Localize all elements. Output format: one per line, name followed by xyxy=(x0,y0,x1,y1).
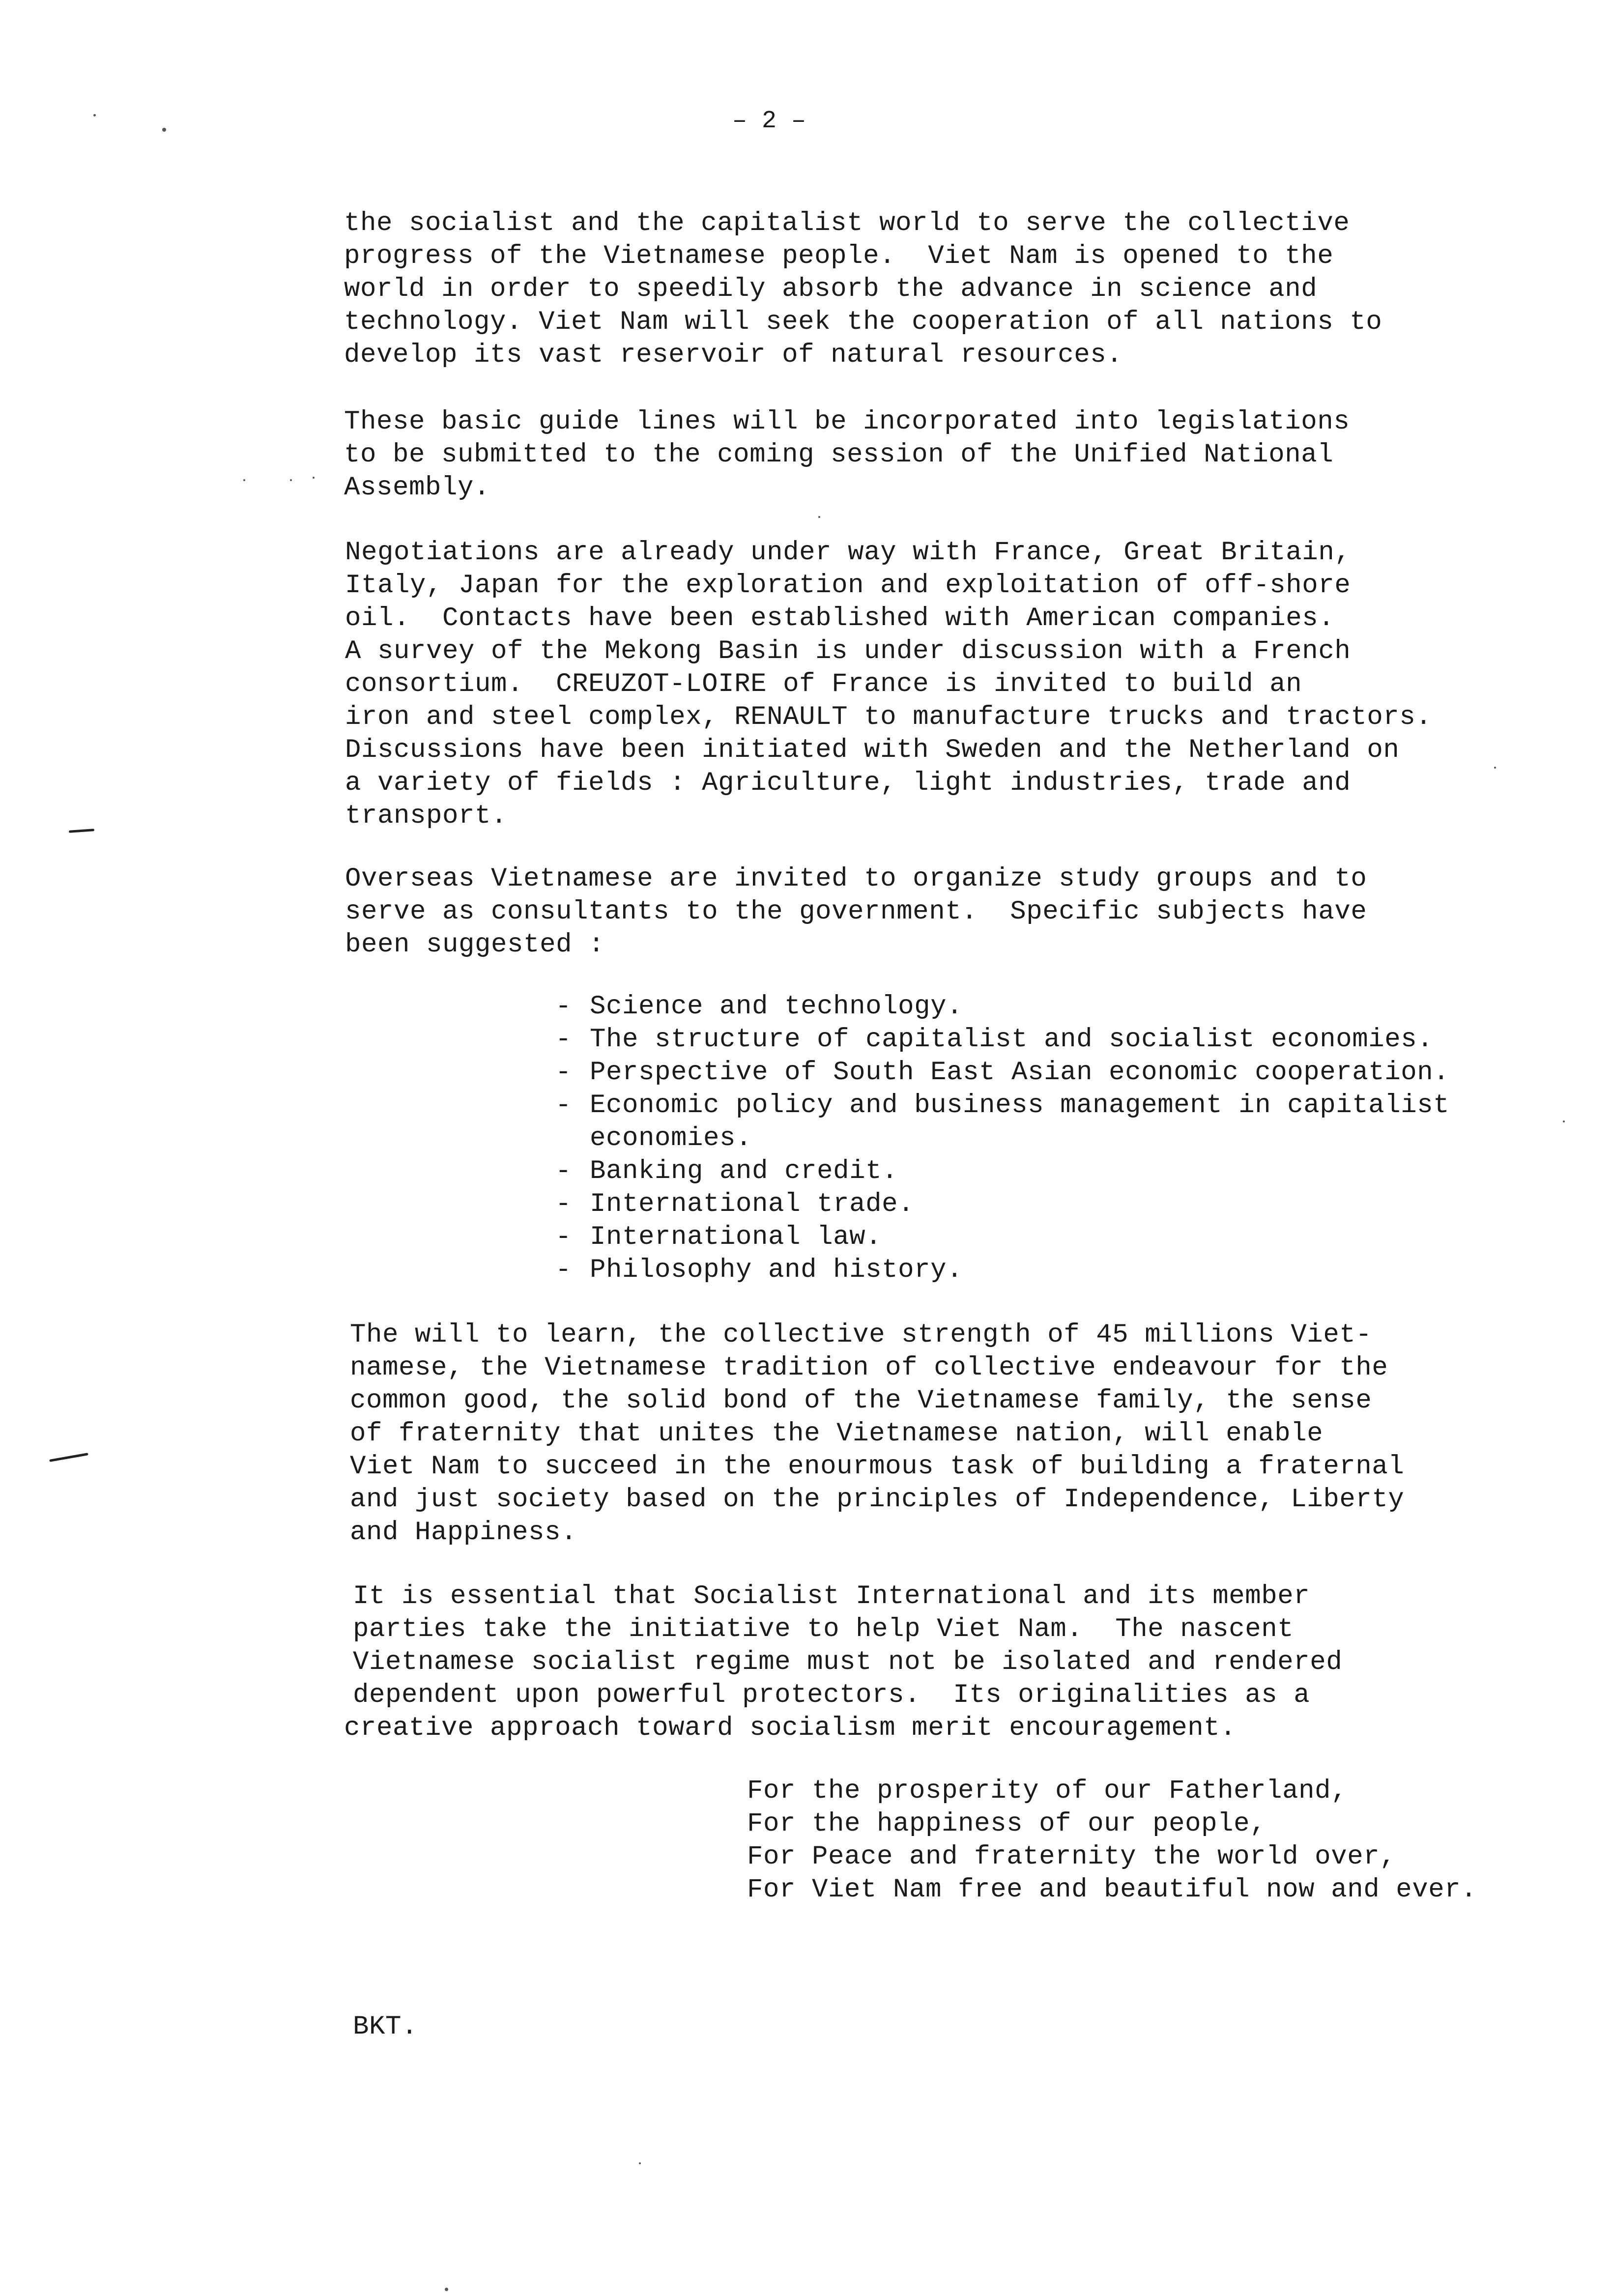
bullet-dash: - xyxy=(555,1156,572,1186)
closing-line: For Peace and fraternity the world over, xyxy=(747,1842,1396,1872)
paragraph-line: iron and steel complex, RENAULT to manufacture trucks and tractors. xyxy=(345,702,1432,732)
paragraph-line: Assembly. xyxy=(344,473,490,503)
paragraph-line: transport. xyxy=(345,801,508,831)
subject-text: The structure of capitalist and socialist economies. xyxy=(590,1025,1434,1055)
margin-mark xyxy=(49,1453,88,1462)
closing-line: For the happiness of our people, xyxy=(747,1809,1267,1839)
bullet-dash: - xyxy=(555,1091,572,1120)
paragraph-line: develop its vast reservoir of natural resources. xyxy=(344,340,1123,370)
scan-speck xyxy=(445,2288,448,2291)
paragraph-line: world in order to speedily absorb the advance in science and xyxy=(344,274,1318,304)
paragraph-line: Viet Nam to succeed in the enourmous task of building a fraternal xyxy=(350,1452,1405,1482)
paragraph-line: namese, the Vietnamese tradition of collective endeavour for the xyxy=(350,1353,1388,1383)
paragraph-line: a variety of fields : Agriculture, light industries, trade and xyxy=(345,768,1351,798)
list-item xyxy=(555,990,1449,1023)
paragraph-line: serve as consultants to the government. Specific subjects have xyxy=(345,897,1367,927)
paragraph-line: creative approach toward socialism merit encouragement. xyxy=(344,1713,1237,1743)
subject-text: Science and technology. xyxy=(590,992,963,1022)
subject-text: Perspective of South East Asian economic cooperation. xyxy=(590,1058,1450,1088)
paragraph-line: Negotiations are already under way with France, Great Britain, xyxy=(345,538,1351,568)
bullet-dash: - xyxy=(555,992,572,1022)
paragraph-line: Overseas Vietnamese are invited to organize study groups and to xyxy=(345,864,1367,894)
scan-speck xyxy=(93,114,96,116)
scan-speck xyxy=(1563,1120,1565,1122)
paragraph-line: progress of the Vietnamese people. Viet Nam is opened to the xyxy=(344,241,1334,271)
bullet-dash: - xyxy=(555,1025,572,1055)
paragraph-line: been suggested : xyxy=(345,930,605,960)
paragraph-line: oil. Contacts have been established with American companies. xyxy=(345,603,1335,633)
bullet-dash: - xyxy=(555,1189,572,1219)
subject-text: Banking and credit. xyxy=(590,1156,898,1186)
list-item xyxy=(555,1188,1449,1221)
paragraph-line: and Happiness. xyxy=(350,1518,577,1548)
paragraph-line: the socialist and the capitalist world to serve the collective xyxy=(344,208,1350,238)
paragraph-line: Italy, Japan for the exploration and exploitation of off-shore xyxy=(345,571,1351,601)
signature-initials: BKT. xyxy=(353,2012,418,2042)
paragraph-line: The will to learn, the collective strength of 45 millions Viet- xyxy=(350,1320,1372,1350)
bullet-dash: - xyxy=(555,1222,572,1252)
paragraph-line: consortium. CREUZOT-LOIRE of France is invited to build an xyxy=(345,669,1302,699)
subject-text: Philosophy and history. xyxy=(590,1255,963,1285)
scan-speck xyxy=(1494,767,1496,769)
subjects-list xyxy=(555,990,1449,1287)
paragraph-line: technology. Viet Nam will seek the cooperation of all nations to xyxy=(344,307,1382,337)
list-item xyxy=(555,1023,1449,1056)
paragraph-line: to be submitted to the coming session of the Unified National xyxy=(344,440,1334,470)
closing-line: For Viet Nam free and beautiful now and ever. xyxy=(747,1875,1477,1905)
list-item xyxy=(555,1089,1449,1155)
scan-speck xyxy=(313,477,315,479)
subject-text: International trade. xyxy=(590,1189,915,1219)
paragraph-line: Vietnamese socialist regime must not be isolated and rendered xyxy=(353,1647,1343,1677)
paragraph-line: Discussions have been initiated with Sweden and the Netherland on xyxy=(345,735,1400,765)
subject-text: Economic policy and business management in capitalist economies. xyxy=(590,1091,1450,1153)
closing-line: For the prosperity of our Fatherland, xyxy=(747,1776,1348,1806)
list-item xyxy=(555,1254,1449,1287)
list-item xyxy=(555,1155,1449,1188)
paragraph-line: It is essential that Socialist International and its member xyxy=(353,1581,1310,1611)
list-item xyxy=(555,1056,1449,1089)
margin-mark xyxy=(69,829,94,833)
paragraph-line: and just society based on the principles of Independence, Liberty xyxy=(350,1485,1405,1515)
scan-speck xyxy=(243,479,245,481)
paragraph-line: dependent upon powerful protectors. Its originalities as a xyxy=(353,1680,1310,1710)
page-number: – 2 – xyxy=(732,107,806,135)
subject-text: International law. xyxy=(590,1222,882,1252)
paragraph-line: parties take the initiative to help Viet Nam. The nascent xyxy=(353,1614,1294,1644)
list-item xyxy=(555,1221,1449,1254)
scan-speck xyxy=(162,128,166,132)
scan-speck xyxy=(818,516,820,518)
paragraph-line: common good, the solid bond of the Vietnamese family, the sense xyxy=(350,1386,1372,1416)
scan-speck xyxy=(290,479,292,481)
paragraph-line: of fraternity that unites the Vietnamese nation, will enable xyxy=(350,1419,1324,1449)
paragraph-line: A survey of the Mekong Basin is under discussion with a French xyxy=(345,636,1351,666)
paragraph-line: These basic guide lines will be incorporated into legislations xyxy=(344,407,1350,437)
bullet-dash: - xyxy=(555,1058,572,1088)
scan-speck xyxy=(639,2162,641,2164)
bullet-dash: - xyxy=(555,1255,572,1285)
